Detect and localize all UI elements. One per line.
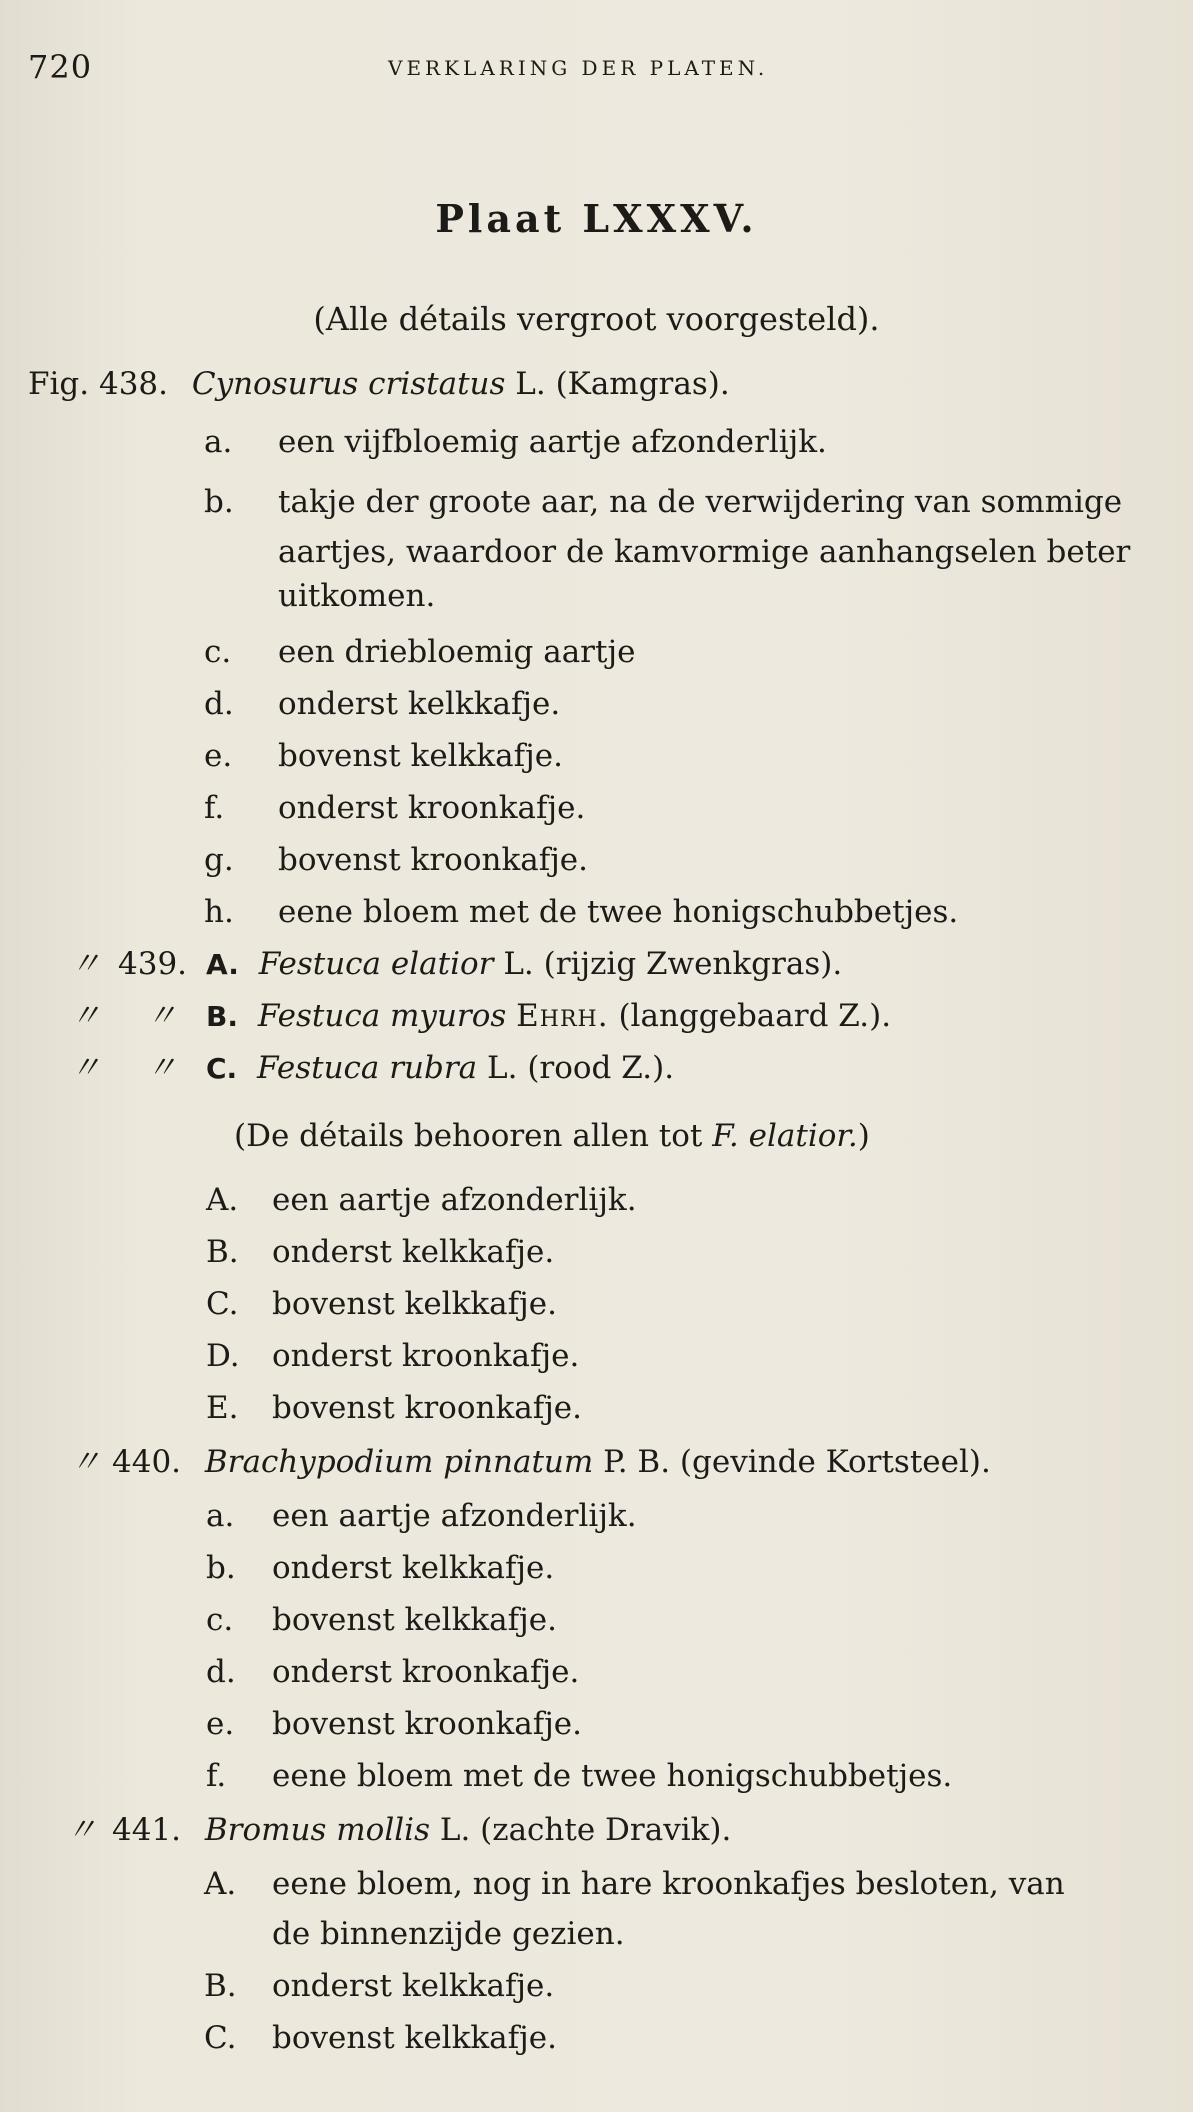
fig-439-c <box>206 1048 674 1089</box>
list-item <box>272 1864 1065 1904</box>
list-item <box>278 788 585 828</box>
fig-number: 440. <box>112 1444 182 1480</box>
fig-440-heading <box>112 1442 991 1482</box>
list-item <box>204 892 234 932</box>
ditto-mark: 〃 <box>70 1444 101 1480</box>
running-head <box>28 48 1153 88</box>
list-item <box>278 840 588 880</box>
list-item <box>272 1496 637 1536</box>
item-key: b. <box>204 484 234 520</box>
item-text: bovenst kroonkafje. <box>278 842 588 878</box>
species-name: Bromus mollis <box>204 1812 430 1848</box>
item-text: bovenst kelkkafje. <box>278 738 563 774</box>
item-text: een aartje afzonderlijk. <box>272 1498 637 1534</box>
species-rest: L. (rijzig Zwenkgras). <box>493 946 843 982</box>
item-text: een driebloemig aartje <box>278 634 636 670</box>
item-key: f. <box>206 1758 227 1794</box>
list-item <box>206 1548 236 1588</box>
item-text: takje der groote aar, na de verwijdering van sommige <box>278 484 1123 520</box>
item-key: A. <box>206 1182 239 1218</box>
list-item <box>272 1966 554 2006</box>
list-item <box>204 684 234 724</box>
list-item <box>272 1232 554 1272</box>
list-item <box>204 2018 236 2058</box>
plate-title: Plaat LXXXV. <box>435 196 758 241</box>
list-item <box>204 736 232 776</box>
list-item <box>206 1496 234 1536</box>
list-item <box>206 1704 234 1744</box>
item-key: B. <box>204 1968 237 2004</box>
list-item <box>206 1284 238 1324</box>
item-key: c. <box>206 1602 234 1638</box>
species-name: Festuca elatior <box>258 946 494 982</box>
list-item <box>204 422 232 462</box>
list-item <box>272 1756 952 1796</box>
fig-number: 441. <box>112 1812 182 1848</box>
list-item <box>278 632 635 672</box>
item-text: onderst kelkkafje. <box>272 1234 555 1270</box>
species-rest: L. (Kamgras). <box>505 366 730 402</box>
page-number: 720 <box>28 48 93 86</box>
running-title: VERKLARING DER PLATEN. <box>388 56 769 80</box>
list-item <box>206 1652 236 1692</box>
species-rest: L. (rood Z.). <box>477 1050 675 1086</box>
list-item <box>272 1336 579 1376</box>
list-item <box>206 1756 226 1796</box>
species-rest: P. B. (gevinde Kortsteel). <box>593 1444 991 1480</box>
fig-number: 439. <box>118 946 188 982</box>
list-item <box>204 840 234 880</box>
plate-note: (Alle détails vergroot voorgesteld). <box>313 300 880 338</box>
ditto-mark: 〃 <box>66 1812 97 1848</box>
item-text: onderst kelkkafje. <box>272 1968 555 2004</box>
list-item <box>278 736 563 776</box>
ditto-mark: 〃 <box>146 998 177 1034</box>
variant-letter: C. <box>206 1052 238 1085</box>
item-text: eene bloem met de twee honigschubbetjes. <box>278 894 959 930</box>
item-key: C. <box>206 1286 239 1322</box>
details-note: (De détails behooren allen tot F. elatior.) <box>234 1118 870 1154</box>
variant-letter: B. <box>206 1000 238 1033</box>
ditto-mark: 〃 <box>70 946 101 982</box>
list-item <box>278 422 827 462</box>
item-text: uitkomen. <box>278 578 436 614</box>
list-item <box>204 1966 237 2006</box>
list-item <box>278 482 1122 522</box>
item-text: bovenst kroonkafje. <box>272 1706 582 1742</box>
item-text: eene bloem, nog in hare kroonkafjes besloten, van <box>272 1866 1065 1902</box>
item-key: E. <box>206 1390 239 1426</box>
list-item <box>272 1548 554 1588</box>
list-item <box>204 788 224 828</box>
item-text: onderst kroonkafje. <box>278 790 586 826</box>
item-text: de binnenzijde gezien. <box>272 1916 625 1952</box>
author-name: Ehrh. <box>516 998 609 1034</box>
list-item <box>206 1388 238 1428</box>
list-item <box>272 1284 557 1324</box>
ditto-mark: 〃 <box>146 1050 177 1086</box>
item-key: f. <box>204 790 225 826</box>
list-item <box>272 1600 557 1640</box>
item-key: a. <box>206 1498 235 1534</box>
species-name: Cynosurus cristatus <box>191 366 506 402</box>
item-key: C. <box>204 2020 237 2056</box>
item-key: h. <box>204 894 234 930</box>
list-item <box>272 1652 579 1692</box>
list-item <box>204 1864 236 1904</box>
list-item <box>206 1336 240 1376</box>
ditto-mark: 〃 <box>70 1050 101 1086</box>
fig-438-heading <box>28 364 730 404</box>
item-key: b. <box>206 1550 236 1586</box>
variant-letter: A. <box>206 948 239 981</box>
species-name: Festuca myuros <box>257 998 507 1034</box>
item-key: c. <box>204 634 232 670</box>
item-text: onderst kroonkafje. <box>272 1338 580 1374</box>
ditto-mark: 〃 <box>70 998 101 1034</box>
item-text: een vijfbloemig aartje afzonderlijk. <box>278 424 827 460</box>
list-item <box>278 532 1130 572</box>
list-item <box>272 1180 637 1220</box>
item-key: d. <box>204 686 234 722</box>
list-item <box>272 2018 557 2058</box>
item-text: onderst kelkkafje. <box>272 1550 555 1586</box>
list-item <box>272 1914 625 1954</box>
item-key: B. <box>206 1234 239 1270</box>
list-item <box>278 892 958 932</box>
fig-439-a <box>206 944 842 985</box>
species-rest: (langgebaard Z.). <box>608 998 892 1034</box>
item-text: bovenst kelkkafje. <box>272 1286 557 1322</box>
item-text: onderst kelkkafje. <box>278 686 561 722</box>
species-name: Brachypodium pinnatum <box>204 1444 594 1480</box>
item-text: bovenst kelkkafje. <box>272 1602 557 1638</box>
item-text: een aartje afzonderlijk. <box>272 1182 637 1218</box>
item-text: onderst kroonkafje. <box>272 1654 580 1690</box>
item-text: bovenst kelkkafje. <box>272 2020 557 2056</box>
item-text: bovenst kroonkafje. <box>272 1390 582 1426</box>
item-key: e. <box>206 1706 235 1742</box>
item-text: aartjes, waardoor de kamvormige aanhangselen beter <box>278 534 1131 570</box>
item-key: e. <box>204 738 233 774</box>
item-key: g. <box>204 842 234 878</box>
item-key: d. <box>206 1654 236 1690</box>
item-key: D. <box>206 1338 240 1374</box>
list-item <box>272 1704 582 1744</box>
list-item <box>206 1232 239 1272</box>
item-text: eene bloem met de twee honigschubbetjes. <box>272 1758 953 1794</box>
item-key: A. <box>204 1866 237 1902</box>
list-item <box>272 1388 582 1428</box>
species-rest: L. (zachte Dravik). <box>430 1812 732 1848</box>
list-item <box>278 576 435 616</box>
list-item <box>204 632 231 672</box>
list-item <box>206 1180 238 1220</box>
fig-441-heading <box>112 1810 731 1850</box>
list-item <box>206 1600 233 1640</box>
fig-label: Fig. 438. <box>28 366 168 402</box>
list-item <box>204 482 234 522</box>
list-item <box>278 684 560 724</box>
species-name: Festuca rubra <box>257 1050 478 1086</box>
fig-439-b <box>206 996 891 1037</box>
item-key: a. <box>204 424 233 460</box>
